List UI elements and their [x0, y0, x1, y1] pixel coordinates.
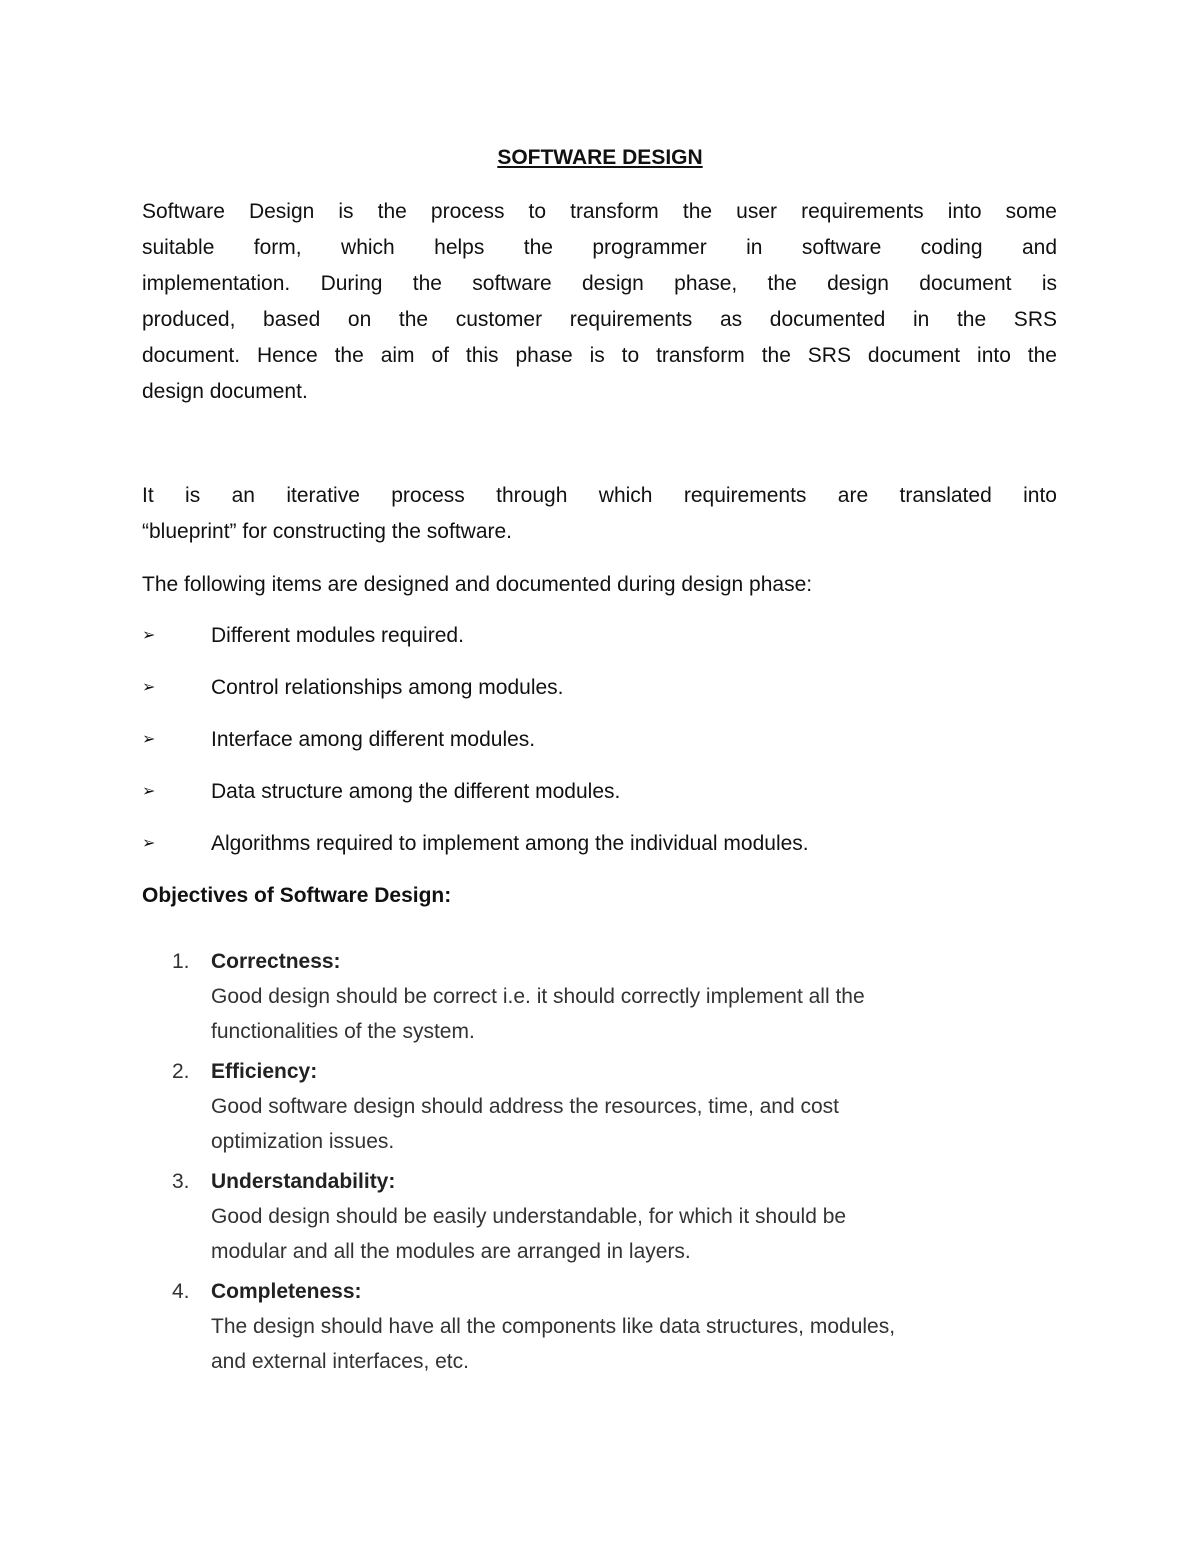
iterative-paragraph	[142, 478, 1057, 550]
objective-text: Good software design should address the resources, time, and cost	[211, 1095, 840, 1118]
objective-text: and external interfaces, etc.	[211, 1350, 469, 1373]
objective-title: Correctness:	[211, 950, 341, 973]
text-line: suitable form, which helps the programmer in software coding and	[142, 236, 1057, 259]
item-number: 3.	[172, 1170, 190, 1193]
bullet-text: Control relationships among modules.	[211, 676, 564, 699]
text-line: design document.	[142, 380, 308, 403]
bullet-text: Algorithms required to implement among the individual modules.	[211, 832, 809, 855]
objective-title: Understandability:	[211, 1170, 396, 1193]
text-line: Software Design is the process to transform the user requirements into some	[142, 200, 1057, 223]
text-line: “blueprint” for constructing the software.	[142, 520, 513, 543]
page-title: SOFTWARE DESIGN	[497, 146, 703, 169]
arrow-bullet-icon: ➢	[142, 731, 156, 748]
objective-text: Good design should be easily understandable, for which it should be	[211, 1205, 847, 1228]
objective-text: The design should have all the components like data structures, modules,	[211, 1315, 896, 1338]
objective-title: Completeness:	[211, 1280, 362, 1303]
objectives-heading: Objectives of Software Design:	[142, 884, 452, 907]
text-line: implementation. During the software design phase, the design document is	[142, 272, 1057, 295]
text-line: produced, based on the customer requirements as documented in the SRS	[142, 308, 1057, 331]
bullet-text: Interface among different modules.	[211, 728, 536, 751]
text-line: It is an iterative process through which requirements are translated into	[142, 484, 1057, 507]
items-intro	[142, 567, 1057, 603]
objective-text: Good design should be correct i.e. it should correctly implement all the	[211, 985, 865, 1008]
objective-text: modular and all the modules are arranged in layers.	[211, 1240, 691, 1263]
objective-text: optimization issues.	[211, 1130, 395, 1153]
objective-text: functionalities of the system.	[211, 1020, 475, 1043]
item-number: 2.	[172, 1060, 190, 1083]
bullet-text: Data structure among the different modules.	[211, 780, 621, 803]
text-line: document. Hence the aim of this phase is to transform the SRS document into the	[142, 344, 1057, 367]
objective-title: Efficiency:	[211, 1060, 318, 1083]
items-intro-text: The following items are designed and documented during design phase:	[142, 573, 813, 596]
arrow-bullet-icon: ➢	[142, 835, 156, 852]
item-number: 4.	[172, 1280, 190, 1303]
arrow-bullet-icon: ➢	[142, 627, 156, 644]
arrow-bullet-icon: ➢	[142, 783, 156, 800]
item-number: 1.	[172, 950, 190, 973]
bullet-text: Different modules required.	[211, 624, 464, 647]
arrow-bullet-icon: ➢	[142, 679, 156, 696]
intro-paragraph	[142, 194, 1057, 410]
